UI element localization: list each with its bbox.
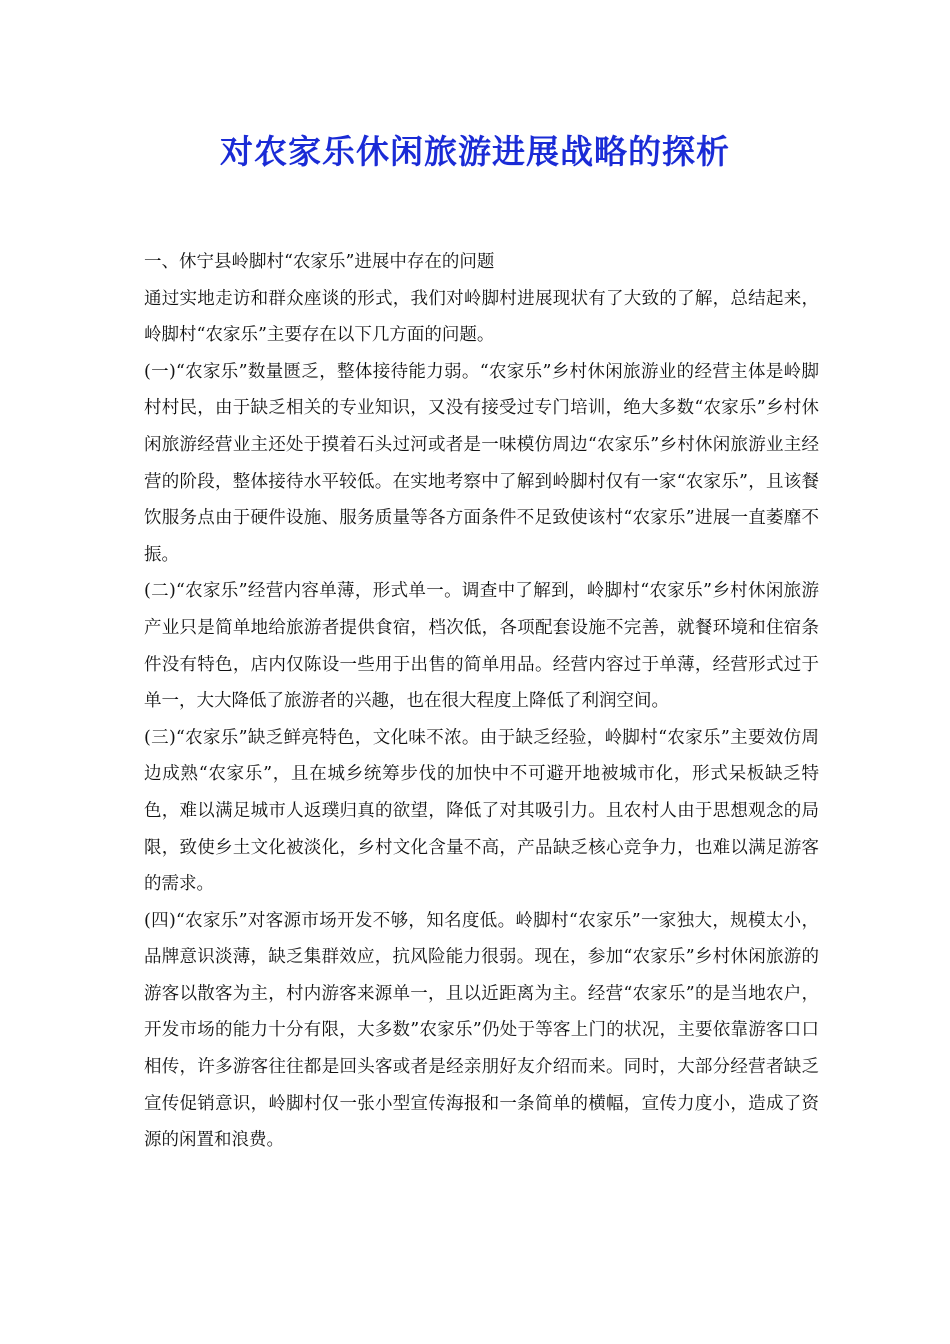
paragraph-point-4: (四)“农家乐”对客源市场开发不够，知名度低。岭脚村“农家乐”一家独大，规模太小，品牌意识淡薄，缺乏集群效应，抗风险能力很弱。现在，参加“农家乐”乡村休闲旅游的游客以散客为主，村内游客来源单一，且以近距离为主。经营“农家乐”的是当地农户，开发市场的能力十分有限，大多数”农家乐”仍处于等客上门的状况，主要依靠游客口口相传，许多游客往往都是回头客或者是经亲朋好友介绍而来。同时，大部分经营者缺乏宣传促销意识，岭脚村仅一张小型宣传海报和一条简单的横幅，宣传力度小，造成了资源的闲置和浪费。 <box>144 910 819 1151</box>
paragraph-point-1: (一)“农家乐”数量匮乏，整体接待能力弱。“农家乐”乡村休闲旅游业的经营主体是岭脚村村民，由于缺乏相关的专业知识，又没有接受过专门培训，绝大多数“农家乐”乡村休闲旅游经营业主还处于摸着石头过河或者是一味模仿周边“农家乐”乡村休闲旅游业主经营的阶段，整体接待水平较低。在实地考察中了解到岭脚村仅有一家“农家乐”，且该餐饮服务点由于硬件设施、服务质量等各方面条件不足致使该村“农家乐”进展一直萎靡不振。 <box>144 361 819 565</box>
document-title: 对农家乐休闲旅游进展战略的探析 <box>220 132 730 171</box>
paragraph-intro: 通过实地走访和群众座谈的形式，我们对岭脚村进展现状有了大致的了解，总结起来，岭脚村“农家乐”主要存在以下几方面的问题。 <box>144 288 819 346</box>
section-heading: 一、休宁县岭脚村“农家乐”进展中存在的问题 <box>144 252 495 272</box>
paragraph-point-3: (三)“农家乐”缺乏鲜亮特色，文化味不浓。由于缺乏经验，岭脚村“农家乐”主要效仿周边成熟“农家乐”，且在城乡统筹步伐的加快中不可避开地被城市化，形式呆板缺乏特色，难以满足城市人返璞归真的欲望，降低了对其吸引力。且农村人由于思想观念的局限，致使乡土文化被淡化，乡村文化含量不高，产品缺乏核心竞争力，也难以满足游客的需求。 <box>144 727 819 895</box>
document-body <box>144 244 819 1159</box>
paragraph-point-2: (二)“农家乐”经营内容单薄，形式单一。调查中了解到，岭脚村“农家乐”乡村休闲旅游产业只是简单地给旅游者提供食宿，档次低，各项配套设施不完善，就餐环境和住宿条件没有特色，店内仅陈设一些用于出售的简单用品。经营内容过于单薄，经营形式过于单一，大大降低了旅游者的兴趣，也在很大程度上降低了利润空间。 <box>144 581 819 712</box>
